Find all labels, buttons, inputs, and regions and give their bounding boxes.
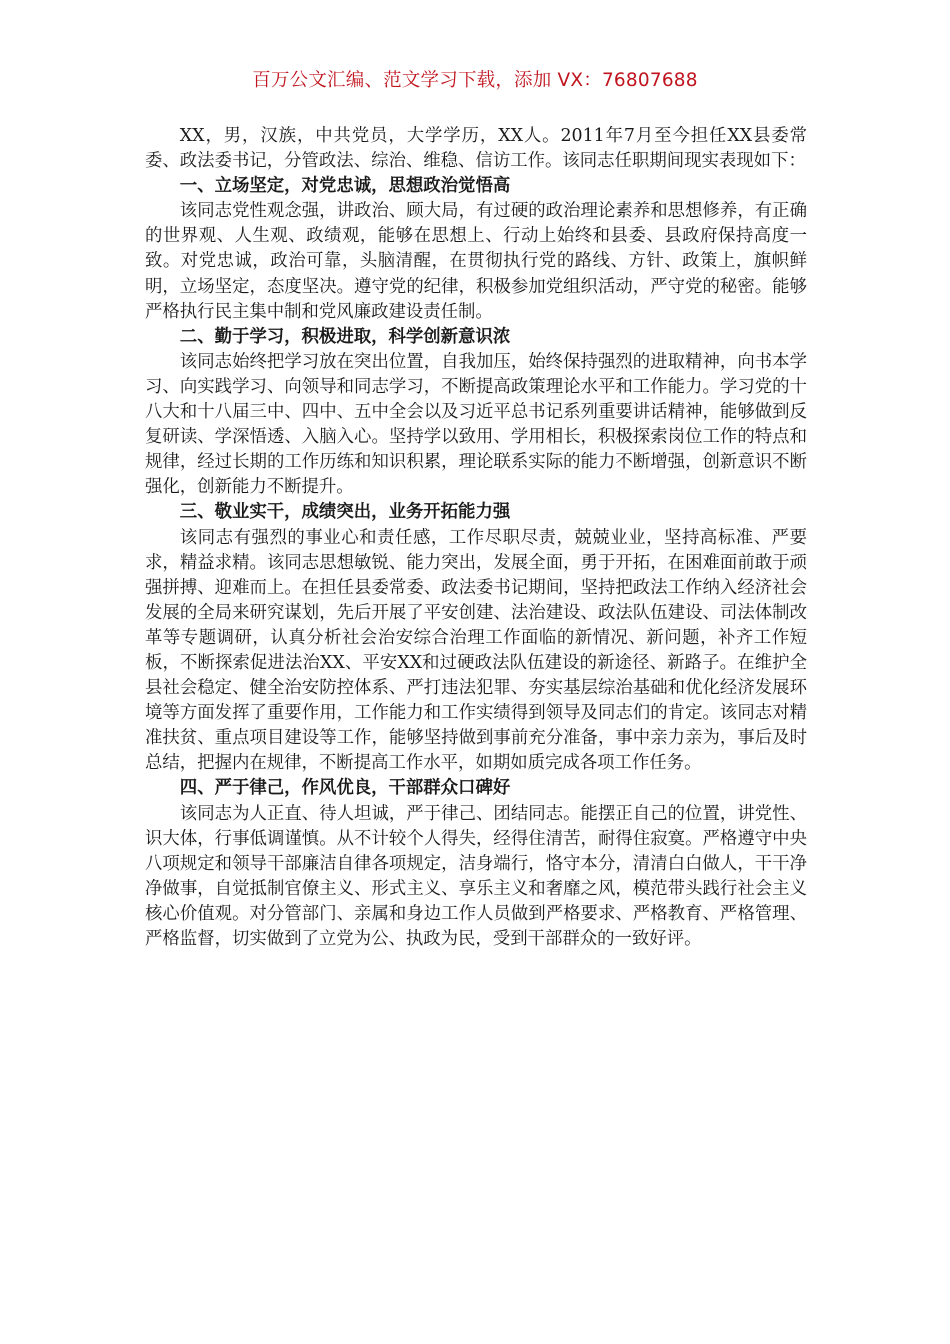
section-1-paragraph: 该同志党性观念强，讲政治、顾大局，有过硬的政治理论素养和思想修养，有正确的世界观、人生观、政绩观，能够在思想上、行动上始终和县委、县政府保持高度一致。对党忠诚，政治可靠，头脑清醒，在贯彻执行党的路线、方针、政策上，旗帜鲜明，立场坚定，态度坚决。遵守党的纪律，积极参加党组织活动，严守党的秘密。能够严格执行民主集中制和党风廉政建设责任制。 <box>145 201 807 322</box>
document-body <box>145 124 807 952</box>
section-1-heading: 一、立场坚定，对党忠诚，思想政治觉悟高 <box>179 176 511 197</box>
intro-paragraph: XX，男，汉族，中共党员，大学学历，XX人。2011年7月至今担任XX县委常委、政法委书记，分管政法、综治、维稳、信访工作。该同志任职期间现实表现如下： <box>145 126 807 172</box>
section-4-heading: 四、严于律己，作风优良，干部群众口碑好 <box>179 778 511 799</box>
header-banner: 百万公文汇编、范文学习下载，添加 VX：76807688 <box>252 70 698 91</box>
section-3-paragraph: 该同志有强烈的事业心和责任感，工作尽职尽责，兢兢业业，坚持高标准、严要求，精益求精。该同志思想敏锐、能力突出，发展全面，勇于开拓，在困难面前敢于顽强拼搏、迎难而上。在担任县委常委、政法委书记期间，坚持把政法工作纳入经济社会发展的全局来研究谋划，先后开展了平安创建、法治建设、政法队伍建设、司法体制改革等专题调研，认真分析社会治安综合治理工作面临的新情况、新问题，补齐工作短板，不断探索促进法治XX、平安XX和过硬政法队伍建设的新途径、新路子。在维护全县社会稳定、健全治安防控体系、严打违法犯罪、夯实基层综治基础和优化经济发展环境等方面发挥了重要作用，工作能力和工作实绩得到领导及同志们的肯定。该同志对精准扶贫、重点项目建设等工作，能够坚持做到事前充分准备，事中亲力亲为，事后及时总结，把握内在规律，不断提高工作水平，如期如质完成各项工作任务。 <box>145 527 807 774</box>
section-2-heading: 二、勤于学习，积极进取，科学创新意识浓 <box>179 326 511 347</box>
section-2-paragraph: 该同志始终把学习放在突出位置，自我加压，始终保持强烈的进取精神，向书本学习、向实践学习、向领导和同志学习，不断提高政策理论水平和工作能力。学习党的十八大和十八届三中、四中、五中全会以及习近平总书记系列重要讲话精神，能够做到反复研读、学深悟透、入脑入心。坚持学以致用、学用相长，积极探索岗位工作的特点和规律，经过长期的工作历练和知识积累，理论联系实际的能力不断增强，创新意识不断强化，创新能力不断提升。 <box>145 351 807 498</box>
section-3-heading: 三、敬业实干，成绩突出，业务开拓能力强 <box>179 502 511 523</box>
section-4-paragraph: 该同志为人正直、待人坦诚，严于律己、团结同志。能摆正自己的位置，讲党性、识大体，行事低调谨慎。从不计较个人得失，经得住清苦，耐得住寂寞。严格遵守中央八项规定和领导干部廉洁自律各项规定，洁身端行，恪守本分，清清白白做人，干干净净做事，自觉抵制官僚主义、形式主义、享乐主义和奢靡之风，模范带头践行社会主义核心价值观。对分管部门、亲属和身边工作人员做到严格要求、严格教育、严格管理、严格监督，切实做到了立党为公、执政为民，受到干部群众的一致好评。 <box>145 803 807 949</box>
